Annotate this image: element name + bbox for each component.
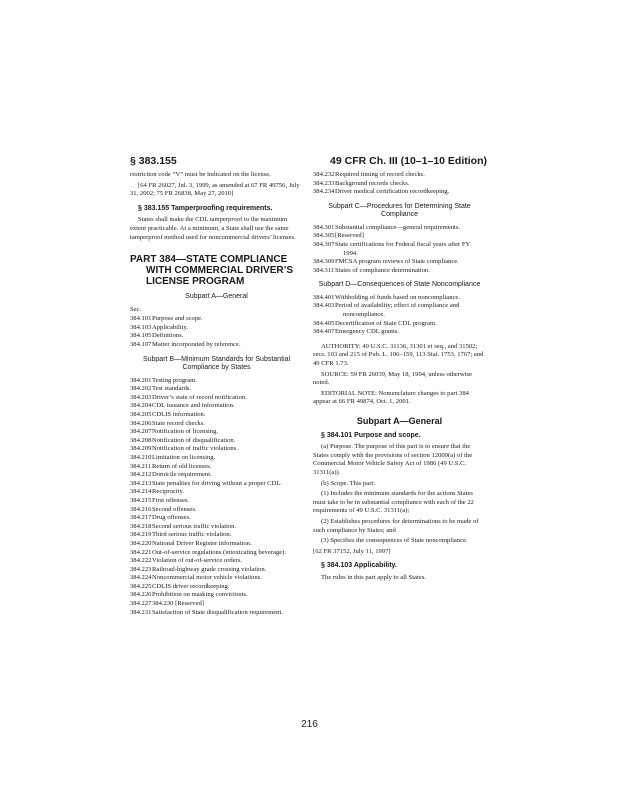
- toc-entry: 384.201 Testing program.: [130, 376, 197, 384]
- paragraph: (3) Specifies the consequences of State noncompliance.: [321, 537, 468, 545]
- running-header: [130, 155, 487, 169]
- toc-entry: 384.224 Noncommercial motor vehicle violations.: [130, 574, 262, 582]
- paragraph: (a) Purpose. The purpose of this part is to ensure that the States comply with the provisions of section 12009(a) of the Commercial Motor Vehicle Safety Act of 1986 (49 U.S.C. 31311(a)).: [313, 443, 473, 476]
- toc-entry: 384.105 Definitions.: [130, 332, 184, 340]
- toc-entry: 384.101 Purpose and scope.: [130, 315, 203, 323]
- source-note: SOURCE: 59 FR 26039, May 18, 1994, unless otherwise noted.: [313, 370, 473, 387]
- paragraph: (2) Establishes procedures for determinations to be made of such compliance by States; and: [313, 517, 479, 534]
- toc-entry: 384.211 Return of old licenses.: [130, 462, 212, 470]
- toc-entry: 384.403 Period of availability; effect of compliance and noncompliance.: [313, 302, 460, 319]
- toc-entry: 384.407 Emergency CDL grants.: [313, 328, 399, 336]
- toc-list: [313, 171, 486, 197]
- toc-list: [130, 377, 303, 618]
- toc-entry: 384.217 Drug offenses.: [130, 514, 191, 522]
- toc-entry: 384.233 Background records checks.: [313, 179, 410, 187]
- toc-entry: 384.311 States of compliance determination.: [313, 266, 430, 274]
- toc-entry: 384.209 Notification of traffic violations.: [130, 445, 238, 453]
- toc-entry: 384.234 Driver medical certification recordkeeping.: [313, 188, 450, 196]
- header-title-ref: 49 CFR Ch. III (10–1–10 Edition): [330, 155, 487, 167]
- source-citation: [62 FR 37152, July 11, 1997]: [313, 547, 391, 555]
- toc-entry: 384.203 Driver’s state of record notification.: [130, 393, 247, 401]
- toc-sec-label: Sec.: [130, 305, 142, 313]
- toc-entry: 384.222 Violation of out-of-service orders.: [130, 557, 243, 565]
- toc-entry: 384.218 Second serious traffic violation.: [130, 522, 237, 530]
- subpart-heading: Subpart D—Consequences of State Noncompliance: [318, 281, 481, 289]
- toc-entry: 384.206 State record checks.: [130, 419, 205, 427]
- toc-entry: 384.232 Required timing of record checks.: [313, 171, 425, 178]
- toc-entry: 384.103 Applicability.: [130, 323, 189, 331]
- toc-entry: 384.215 First offenses.: [130, 496, 190, 504]
- toc-entry: 384.202 Test standards.: [130, 385, 192, 393]
- section-heading: § 384.103 Applicability.: [321, 562, 397, 570]
- toc-entry: 384.207 Notification of licensing.: [130, 428, 219, 436]
- toc-entry: 384.401 Withholding of funds based on noncompliance.: [313, 293, 460, 301]
- toc-list: [313, 294, 486, 337]
- section-body: States shall make the CDL tamperproof to the maximum extent practicable. At a minimum, a State shall use the same tamperproof method used for noncommercial drivers’ licenses.: [130, 216, 296, 241]
- paragraph: The rules in this part apply to all States.: [321, 573, 426, 581]
- subpart-heading: Subpart B—Minimum Standards for Substantial Compliance by States: [142, 355, 291, 372]
- toc-entry: 384.216 Second offenses.: [130, 505, 197, 513]
- toc-entry: 384.212 Domicile requirement.: [130, 471, 212, 479]
- toc-entry: 384.214 Reciprocity.: [130, 488, 184, 496]
- paragraph: (1) Includes the minimum standards for the actions States must take to be in substantial compliance with each of the 22 requirements of 49 U.S.C. 31311(a);: [313, 490, 474, 515]
- toc-entry: 384.210 Limitation on licensing.: [130, 453, 216, 461]
- paragraph: (b) Scope. This part:: [321, 479, 376, 487]
- toc-entry: 384.205 CDLIS information.: [130, 411, 206, 418]
- subpart-heading: Subpart A—General: [185, 293, 248, 301]
- toc-entry: 384.208 Notification of disqualification.: [130, 436, 236, 444]
- toc-entry: 384.107 Matter incorporated by reference.: [130, 341, 241, 349]
- toc-entry: 384.223 Railroad-highway grade crossing violation.: [130, 565, 267, 573]
- toc-entry: 384.231 Satisfaction of State disqualification requirement.: [130, 608, 283, 616]
- section-heading: § 384.101 Purpose and scope.: [321, 431, 421, 439]
- toc-list: [130, 315, 303, 349]
- editorial-note: EDITORIAL NOTE: Nomenclature changes to part 384 appear at 66 FR 49874, Oct. 1, 2001.: [313, 389, 469, 406]
- toc-entry: 384.204 CDL issuance and information.: [130, 402, 235, 410]
- toc-entry: 384.227 384.230 [Reserved]: [130, 600, 205, 608]
- toc-entry: 384.220 National Driver Register information.: [130, 539, 252, 547]
- right-column: [313, 171, 486, 584]
- toc-entry: 384.305 [Reserved]: [313, 232, 364, 240]
- toc-entry: 384.219 Third serious traffic violation.: [130, 531, 232, 539]
- toc-entry: 384.221 Out-of-service regulations (intoxicating beverage).: [130, 548, 287, 556]
- toc-list: [313, 224, 486, 276]
- toc-entry: 384.225 CDLIS driver recordkeeping.: [130, 582, 230, 590]
- toc-entry: 384.307 State certifications for Federal fiscal years after FY 1994.: [313, 240, 471, 257]
- page-number: 216: [301, 719, 318, 730]
- toc-entry: 384.309 FMCSA program reviews of State compliance.: [313, 258, 459, 266]
- toc-entry: 384.226 Prohibition on masking convictions.: [130, 591, 248, 599]
- subpart-heading-main: Subpart A—General: [356, 415, 443, 426]
- subpart-heading: Subpart C—Procedures for Determining State Compliance: [328, 202, 471, 219]
- source-citation: [64 FR 26027, Jul. 3, 1999, as amended at 67 FR 49756, July 31, 2002; 75 FR 26838, May 27, 2010]: [130, 181, 300, 198]
- part-title: PART 384—STATE COMPLIANCE WITH COMMERCIAL DRIVER’S LICENSE PROGRAM: [130, 254, 294, 288]
- section-heading: § 383.155 Tamperproofing requirements.: [138, 204, 273, 212]
- header-section-ref: § 383.155: [130, 155, 177, 167]
- toc-entry: 384.405 Decertification of State CDL program.: [313, 319, 437, 327]
- authority-note: AUTHORITY: 49 U.S.C. 31136, 31301 et seq., and 31502; secs. 103 and 215 of Pub. L. 106–159, 113 Stat. 1753, 1767; and 49 CFR 1.73.: [313, 342, 484, 367]
- left-column: [130, 171, 303, 617]
- continued-text: restriction code “V” must be indicated on the license.: [130, 171, 271, 178]
- toc-entry: 384.301 Substantial compliance—general requirements.: [313, 223, 461, 231]
- toc-entry: 384.213 State penalties for driving without a proper CDL.: [130, 479, 283, 487]
